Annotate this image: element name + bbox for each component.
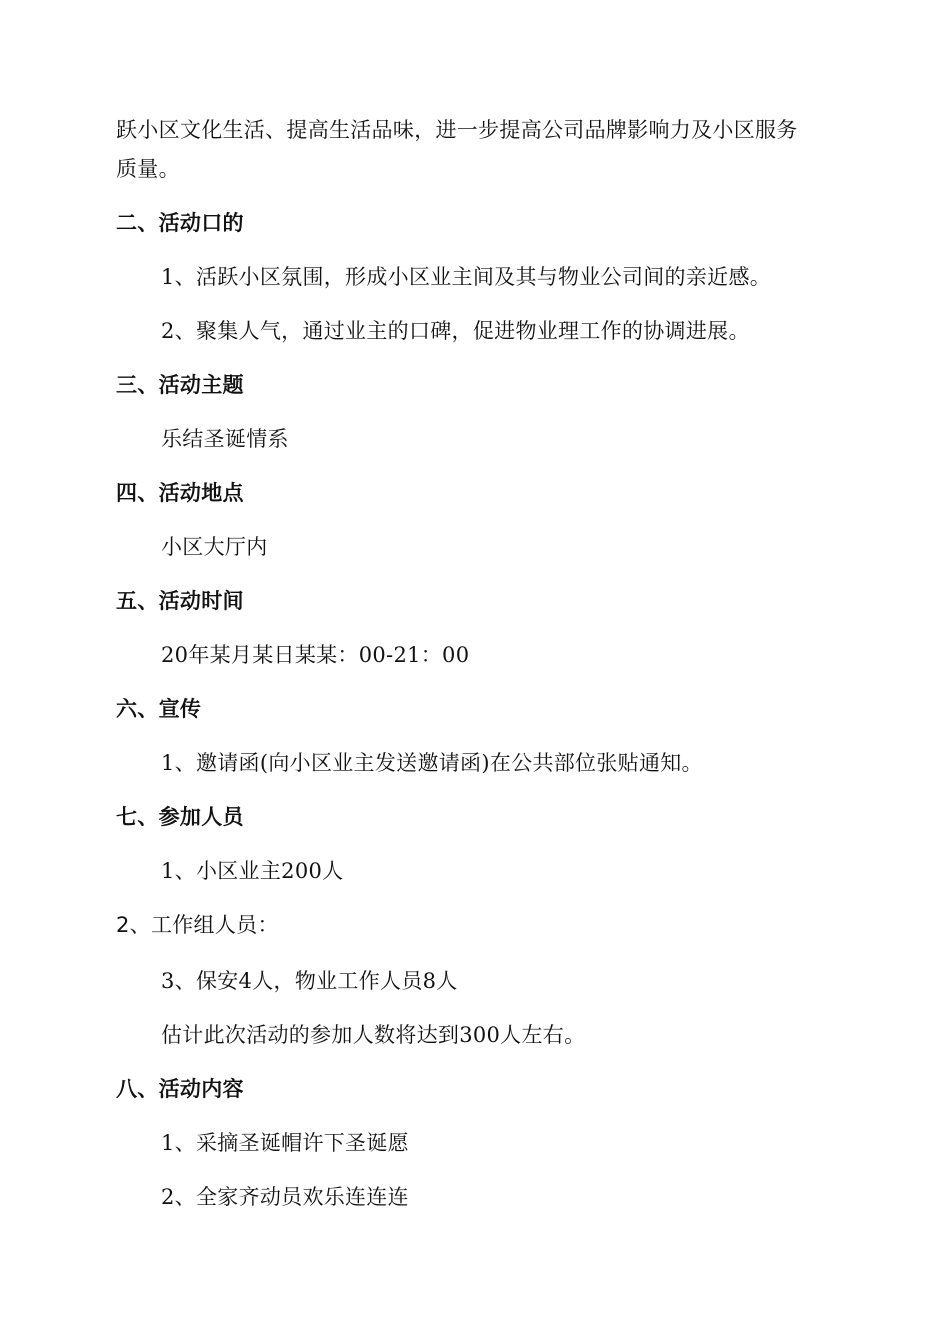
section-7-item-1: 1、小区业主200人: [161, 859, 344, 883]
section-3-heading: 三、活动主题: [116, 372, 244, 397]
section-4-heading: 四、活动地点: [116, 480, 244, 505]
section-2-item-1: 1、活跃小区氛围，形成小区业主间及其与物业公司间的亲近感。: [161, 265, 772, 289]
section-3-text: 乐结圣诞情系: [161, 427, 289, 451]
section-7-item-3: 3、保安4人，物业工作人员8人: [161, 969, 458, 993]
section-7-note: 估计此次活动的参加人数将达到300人左右。: [161, 1023, 586, 1047]
section-6-item-1: 1、邀请函(向小区业主发送邀请函)在公共部位张贴通知。: [161, 751, 703, 775]
intro-line-2: 质量。: [116, 157, 180, 181]
section-7-heading: 七、参加人员: [116, 804, 244, 829]
section-2-heading: 二、活动口的: [116, 210, 244, 235]
section-8-item-1: 1、采摘圣诞帽许下圣诞愿: [161, 1131, 409, 1155]
section-8-item-2: 2、全家齐动员欢乐连连连: [161, 1185, 409, 1209]
section-6-heading: 六、宣传: [116, 696, 202, 721]
section-7-item-2: 2、工作组人员：: [116, 913, 279, 937]
section-2-item-2: 2、聚集人气，通过业主的口碑，促进物业理工作的协调进展。: [161, 319, 750, 343]
section-8-heading: 八、活动内容: [116, 1076, 244, 1101]
section-4-text: 小区大厅内: [161, 535, 268, 559]
section-5-text: 20年某月某日某某：00-21：00: [161, 643, 470, 667]
intro-line-1: 跃小区文化生活、提高生活品味，进一步提高公司品牌影响力及小区服务: [116, 118, 798, 142]
section-5-heading: 五、活动时间: [116, 588, 244, 613]
